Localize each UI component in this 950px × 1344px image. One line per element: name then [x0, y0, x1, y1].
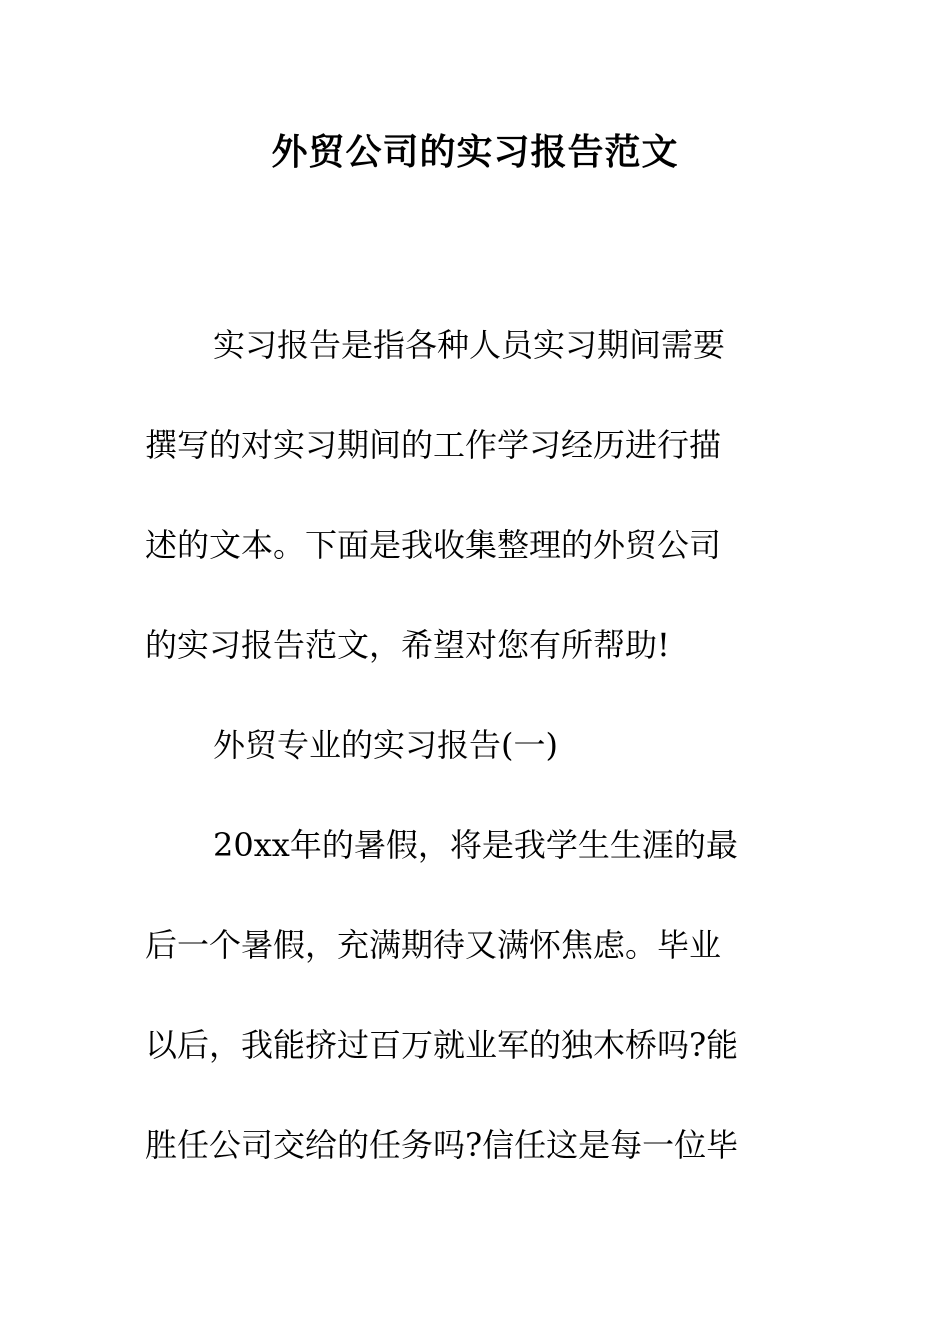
paragraph-line: 撰写的对实习期间的工作学习经历进行描	[145, 426, 722, 464]
paragraph-line: 胜任公司交给的任务吗?信任这是每一位毕	[145, 1126, 739, 1164]
paragraph-line: 的实习报告范文，希望对您有所帮助!	[145, 626, 670, 664]
document-body	[145, 295, 805, 1195]
section-heading: 外贸专业的实习报告(一)	[213, 726, 558, 764]
document-title: 外贸公司的实习报告范文	[271, 131, 679, 173]
paragraph-line: 以后，我能挤过百万就业军的独木桥吗?能	[145, 1026, 739, 1064]
paragraph-line: 实习报告是指各种人员实习期间需要	[213, 326, 726, 364]
paragraph-line: 述的文本。下面是我收集整理的外贸公司	[145, 526, 722, 564]
paragraph-line: 20xx年的暑假，将是我学生生涯的最	[213, 826, 738, 864]
paragraph-line: 后一个暑假，充满期待又满怀焦虑。毕业	[145, 926, 722, 964]
